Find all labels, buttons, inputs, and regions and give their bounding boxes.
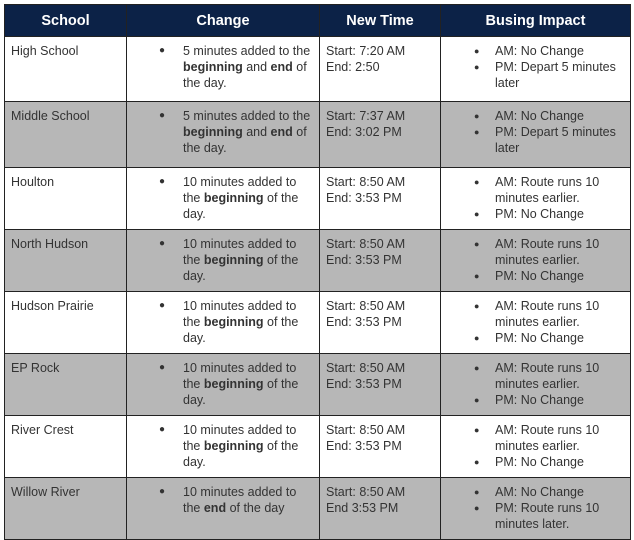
impact-item: ● PM: No Change [447,268,624,284]
new-time-cell [320,230,441,292]
change-cell [127,478,320,540]
table-row [5,168,631,230]
start-time: Start: 7:37 AM [326,109,406,123]
start-time: Start: 8:50 AM [326,423,406,437]
impact-item: ● PM: Route runs 10 minutes later. [447,500,624,532]
new-time-cell [320,354,441,416]
impact-item: ● AM: Route runs 10 minutes earlier. [447,422,624,454]
change-item: ● 10 minutes added to the beginning of the day. [133,298,313,346]
impact-item: ● PM: No Change [447,206,624,222]
change-item: ● 10 minutes added to the beginning of the day. [133,360,313,408]
new-time-cell [320,416,441,478]
busing-impact-cell [441,354,631,416]
table-row [5,478,631,540]
header-new-time: New Time [320,5,441,37]
new-time-cell [320,292,441,354]
school-cell: Willow River [5,478,127,540]
school-cell: Middle School [5,102,127,168]
busing-impact-cell [441,478,631,540]
change-cell [127,230,320,292]
busing-impact-cell [441,230,631,292]
impact-item: ● PM: No Change [447,330,624,346]
start-time: Start: 8:50 AM [326,237,406,251]
change-cell [127,416,320,478]
busing-impact-cell [441,292,631,354]
impact-item: ● AM: Route runs 10 minutes earlier. [447,298,624,330]
header-row [5,5,631,37]
impact-item: ● PM: No Change [447,392,624,408]
table-row [5,416,631,478]
end-time: End: 3:53 PM [326,253,402,267]
table-row [5,354,631,416]
change-item: ● 10 minutes added to the beginning of the day. [133,236,313,284]
busing-impact-cell [441,102,631,168]
new-time-cell [320,478,441,540]
new-time-cell [320,168,441,230]
busing-impact-cell [441,37,631,102]
table-row [5,292,631,354]
change-cell [127,168,320,230]
impact-item: ● AM: Route runs 10 minutes earlier. [447,360,624,392]
end-time: End: 3:53 PM [326,377,402,391]
busing-impact-cell [441,168,631,230]
impact-item: ● AM: No Change [447,108,624,124]
header-school: School [5,5,127,37]
change-item: ● 5 minutes added to the beginning and end of the day. [133,108,313,156]
school-cell: High School [5,37,127,102]
end-time: End: 3:53 PM [326,439,402,453]
start-time: Start: 7:20 AM [326,44,406,58]
start-time: Start: 8:50 AM [326,175,406,189]
table-row [5,102,631,168]
header-busing-impact: Busing Impact [441,5,631,37]
change-cell [127,37,320,102]
schedule-table [4,4,631,540]
change-item: ● 5 minutes added to the beginning and end of the day. [133,43,313,91]
end-time: End: 3:53 PM [326,315,402,329]
school-cell: EP Rock [5,354,127,416]
change-item: ● 10 minutes added to the beginning of the day. [133,174,313,222]
end-time: End: 3:02 PM [326,125,402,139]
end-time: End: 3:53 PM [326,191,402,205]
start-time: Start: 8:50 AM [326,299,406,313]
start-time: Start: 8:50 AM [326,485,406,499]
school-cell: Hudson Prairie [5,292,127,354]
school-cell: Houlton [5,168,127,230]
table-row [5,230,631,292]
header-change: Change [127,5,320,37]
change-item: ● 10 minutes added to the beginning of the day. [133,422,313,470]
start-time: Start: 8:50 AM [326,361,406,375]
new-time-cell [320,102,441,168]
new-time-cell [320,37,441,102]
impact-item: ● AM: Route runs 10 minutes earlier. [447,236,624,268]
impact-item: ● AM: No Change [447,484,624,500]
end-time: End: 2:50 [326,60,380,74]
impact-item: ● PM: Depart 5 minutes later [447,124,624,156]
change-cell [127,354,320,416]
change-cell [127,102,320,168]
table-row [5,37,631,102]
impact-item: ● PM: No Change [447,454,624,470]
impact-item: ● PM: Depart 5 minutes later [447,59,624,91]
impact-item: ● AM: No Change [447,43,624,59]
busing-impact-cell [441,416,631,478]
change-item: ● 10 minutes added to the end of the day [133,484,313,516]
impact-item: ● AM: Route runs 10 minutes earlier. [447,174,624,206]
end-time: End 3:53 PM [326,501,399,515]
change-cell [127,292,320,354]
school-cell: North Hudson [5,230,127,292]
school-cell: River Crest [5,416,127,478]
